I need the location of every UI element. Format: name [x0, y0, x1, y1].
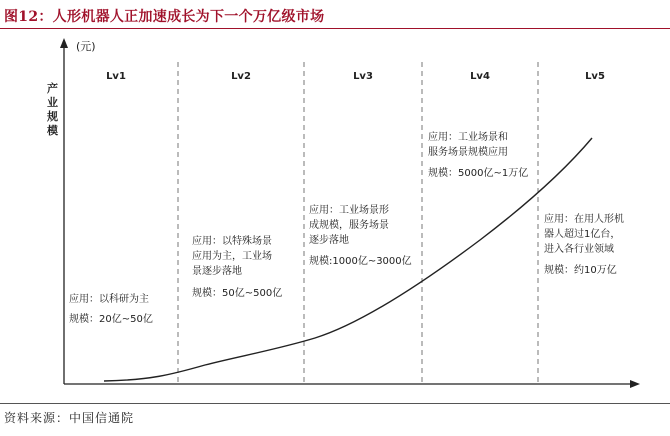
- lv2-application-line: 应用：以特殊场景: [192, 236, 272, 247]
- y-label-char: 模: [47, 124, 58, 137]
- y-label-char: 产: [47, 82, 58, 95]
- y-unit-label: (元): [76, 40, 96, 53]
- source-rule: [0, 403, 670, 404]
- source-note: 资料来源：中国信通院: [4, 411, 135, 425]
- lv4-application-line: 服务场景规模应用: [428, 147, 508, 158]
- lv4-application-line: 应用：工业场景和: [428, 132, 508, 143]
- y-label-char: 规: [47, 110, 58, 123]
- stage-lv1-label: Lv1: [106, 71, 126, 82]
- lv3-application-line: 逐步落地: [309, 235, 349, 246]
- x-axis-arrow: [630, 380, 640, 388]
- lv1-application: 应用：以科研为主: [69, 294, 149, 305]
- stage-lv2-label: Lv2: [231, 71, 251, 82]
- stage-lv5-label: Lv5: [585, 71, 605, 82]
- lv5-application-line: 进入各行业领域: [544, 244, 614, 255]
- lv4-scale: 规模：5000亿~1万亿: [428, 168, 529, 179]
- lv5-application-line: 器人超过1亿台，: [544, 229, 621, 240]
- lv2-application-line: 应用为主，工业场: [192, 251, 272, 262]
- lv5-application-line: 应用：在用人形机: [544, 214, 624, 225]
- figure-title: 图12：人形机器人正加速成长为下一个万亿级市场: [4, 9, 325, 25]
- stage-lv4-label: Lv4: [470, 71, 490, 82]
- lv5-scale: 规模：约10万亿: [544, 265, 617, 276]
- lv3-scale: 规模:1000亿~3000亿: [309, 256, 412, 267]
- lv1-scale: 规模：20亿~50亿: [69, 314, 153, 325]
- y-label-char: 业: [47, 96, 58, 109]
- stage-lv3-label: Lv3: [353, 71, 373, 82]
- lv3-application-line: 成规模，服务场景: [309, 220, 389, 231]
- lv2-application-line: 景逐步落地: [192, 266, 242, 277]
- lv3-application-line: 应用：工业场景形: [309, 205, 389, 216]
- lv2-scale: 规模：50亿~500亿: [192, 288, 283, 299]
- y-axis-arrow: [60, 38, 68, 48]
